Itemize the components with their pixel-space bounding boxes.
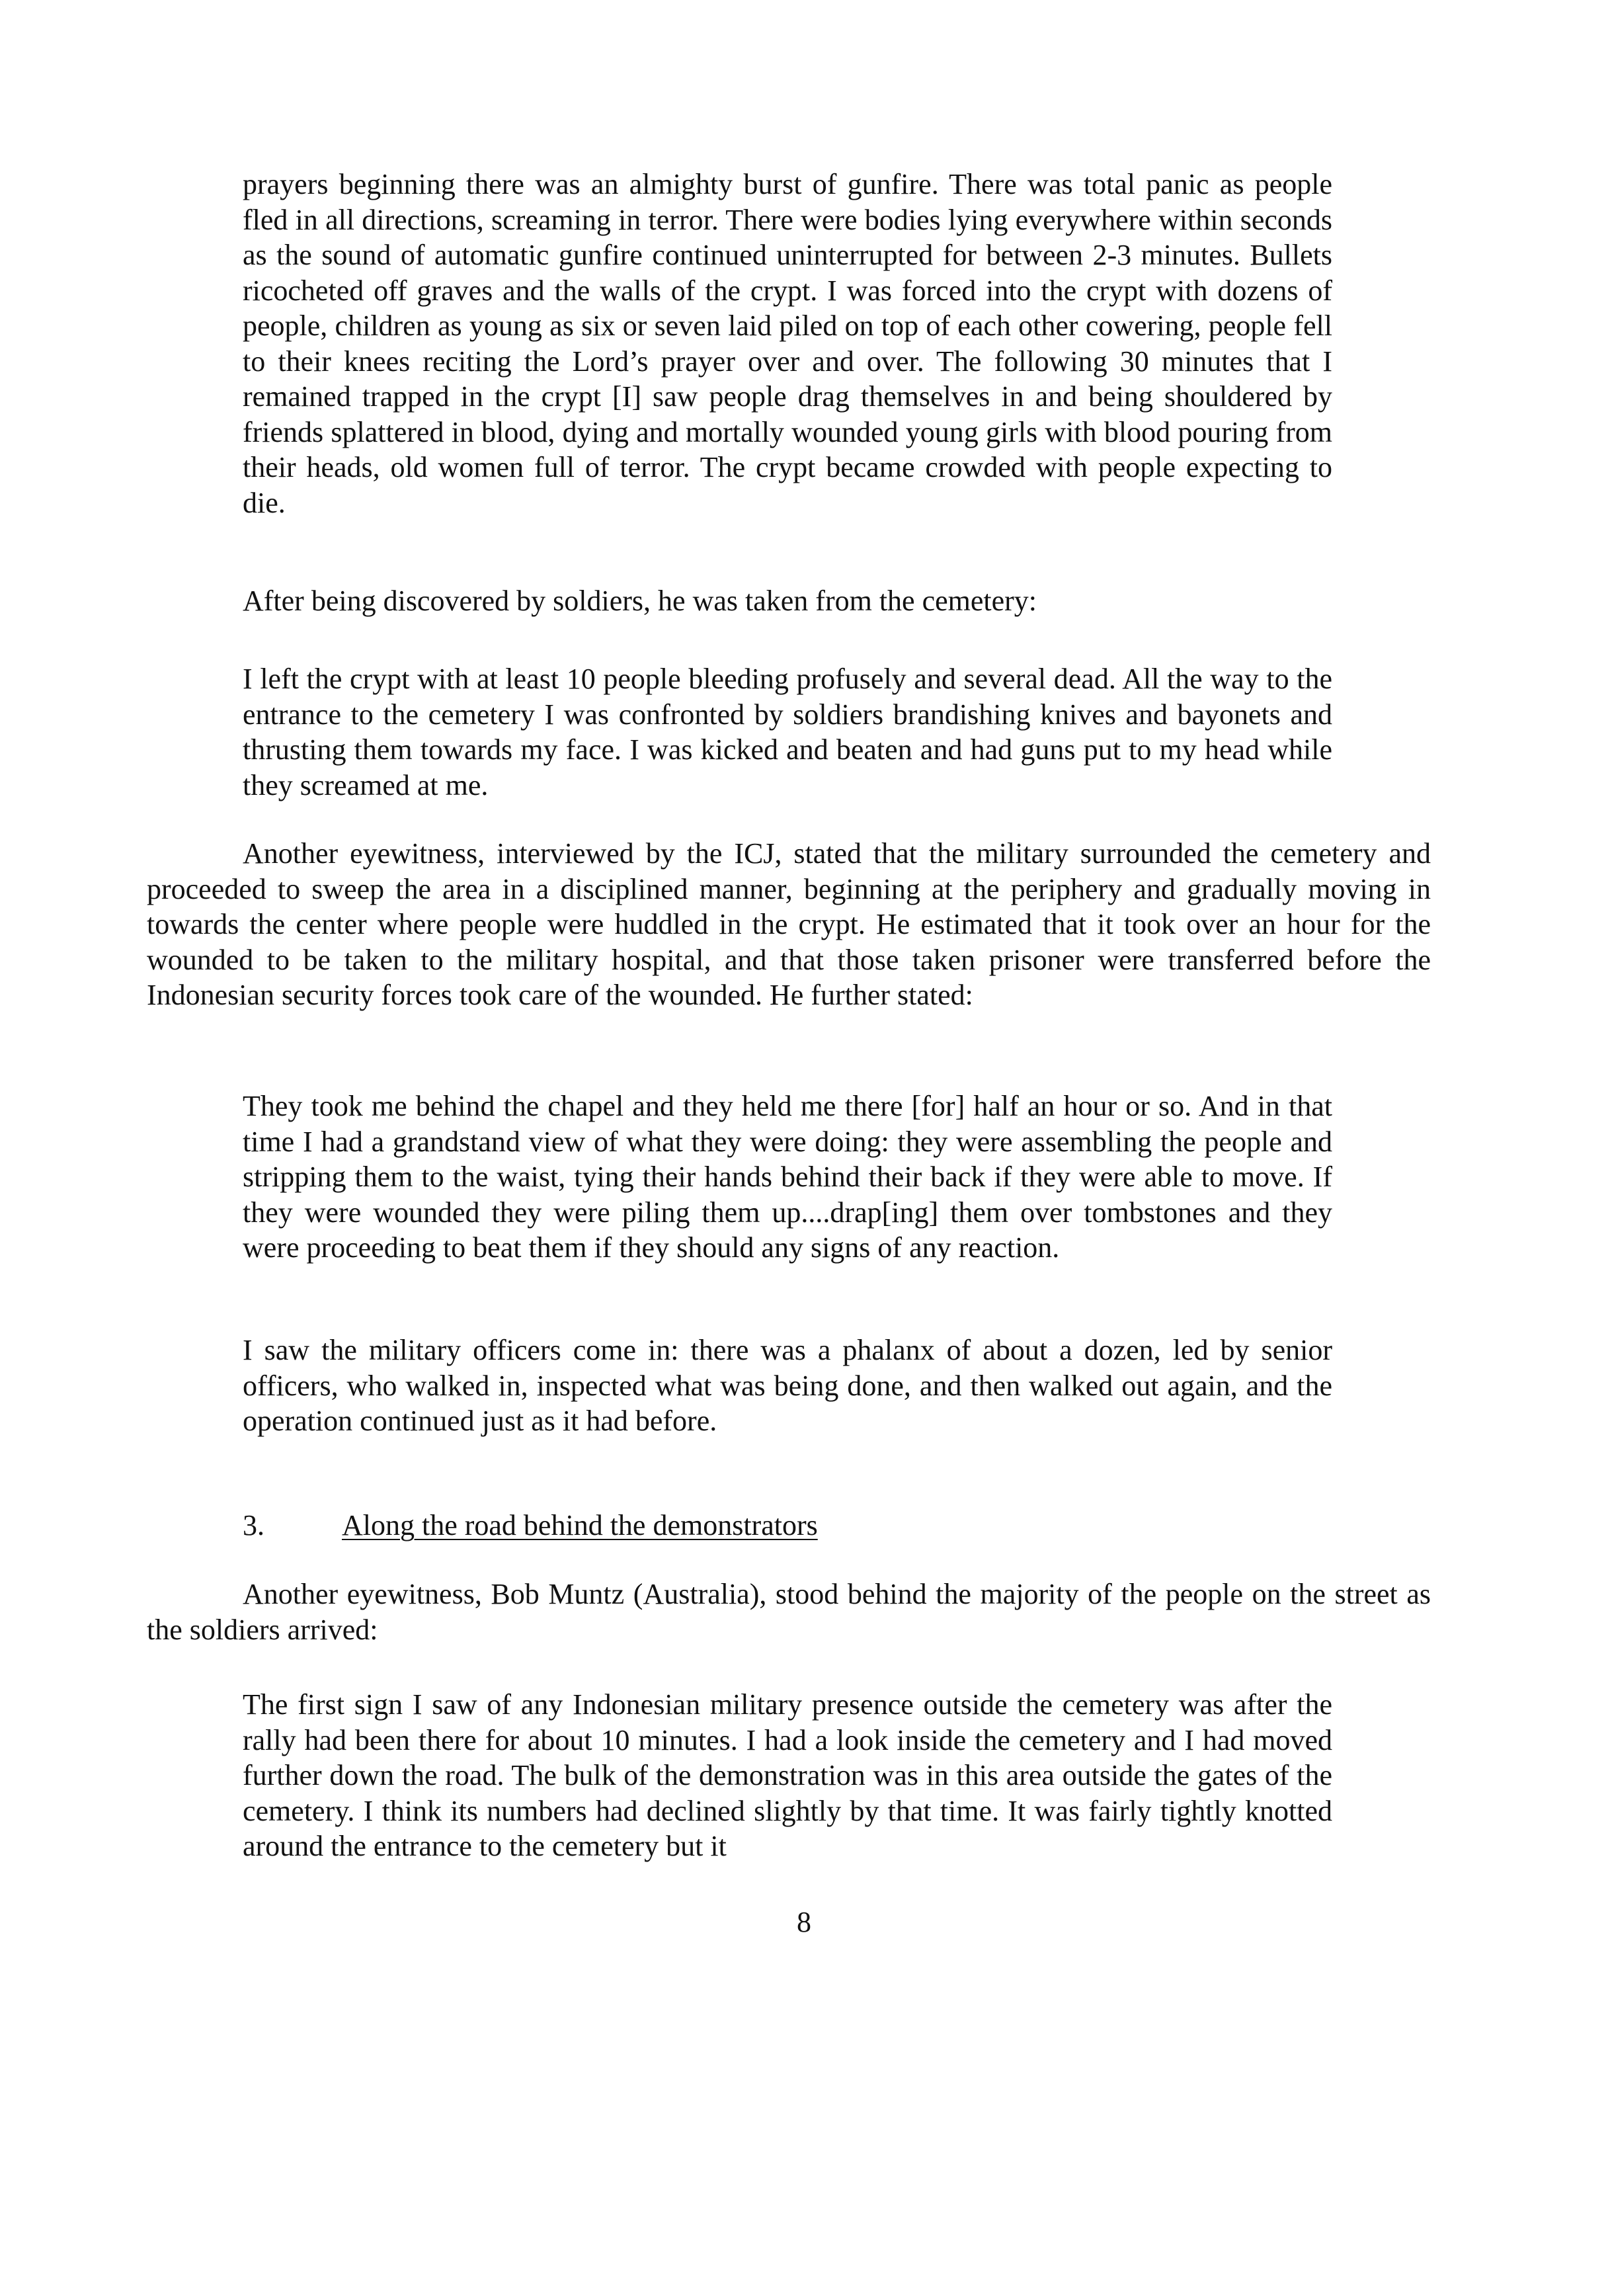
- body-paragraph-icj-witness: Another eyewitness, interviewed by the ICJ, stated that the military surrounded the cemetery and proceeded to sweep the area in a disciplined manner, beginning at the periphery and gradually moving in towards the center where people were huddled in the crypt. He estimated that it took over an hour for the wounded to be taken to the military hospital, and that those taken prisoner were transferred before the Indonesian security forces took care of the wounded. He further stated:: [147, 837, 1431, 1011]
- eyewitness-quote-exit: I left the crypt with at least 10 people bleeding profusely and several dead. All the way to the entrance to the cemetery I was confronted by soldiers brandishing knives and bayonets and thrusting them towards my face. I was kicked and beaten and had guns put to my head while they screamed at me.: [243, 663, 1332, 801]
- section-number: 3.: [243, 1509, 264, 1541]
- eyewitness-quote-muntz: The first sign I saw of any Indonesian military presence outside the cemetery was after the rally had been there for about 10 minutes. I had a look inside the cemetery and I had moved further down the road. The bulk of the demonstration was in this area outside the gates of the cemetery. I think its numbers had declined slightly by that time. It was fairly tightly knotted around the entrance to the cemetery but it: [243, 1688, 1332, 1862]
- page-number: 8: [797, 1906, 811, 1938]
- body-paragraph-muntz: Another eyewitness, Bob Muntz (Australia), stood behind the majority of the people on the street as the soldiers arrived:: [147, 1578, 1431, 1646]
- section-heading: [243, 1508, 818, 1543]
- eyewitness-quote-crypt: prayers beginning there was an almighty burst of gunfire. There was total panic as people fled in all directions, screaming in terror. There were bodies lying everywhere within seconds as the sound of automatic gunfire continued uninterrupted for between 2-3 minutes. Bullets ricocheted off graves and the walls of the crypt. I was forced into the crypt with dozens of people, children as young as six or seven laid piled on top of each other cowering, people fell to their knees reciting the Lord’s prayer over and over. The following 30 minutes that I remained trapped in the crypt [I] saw people drag themselves in and being shouldered by friends splattered in blood, dying and mortally wounded young girls with blood pouring from their heads, old women full of terror. The crypt became crowded with people expecting to die.: [243, 168, 1332, 519]
- section-title: Along the road behind the demonstrators: [342, 1509, 818, 1541]
- lead-in-paragraph: After being discovered by soldiers, he was taken from the cemetery:: [243, 585, 1037, 617]
- eyewitness-quote-officers: I saw the military officers come in: there was a phalanx of about a dozen, led by senior officers, who walked in, inspected what was being done, and then walked out again, and the operation continued just as it had before.: [243, 1334, 1332, 1437]
- eyewitness-quote-chapel: They took me behind the chapel and they held me there [for] half an hour or so. And in that time I had a grandstand view of what they were doing: they were assembling the people and stripping them to the waist, tying their hands behind their back if they were able to move. If they were wounded they were piling them up....drap[ing] them over tombstones and they were proceeding to beat them if they should any signs of any reaction.: [243, 1090, 1332, 1264]
